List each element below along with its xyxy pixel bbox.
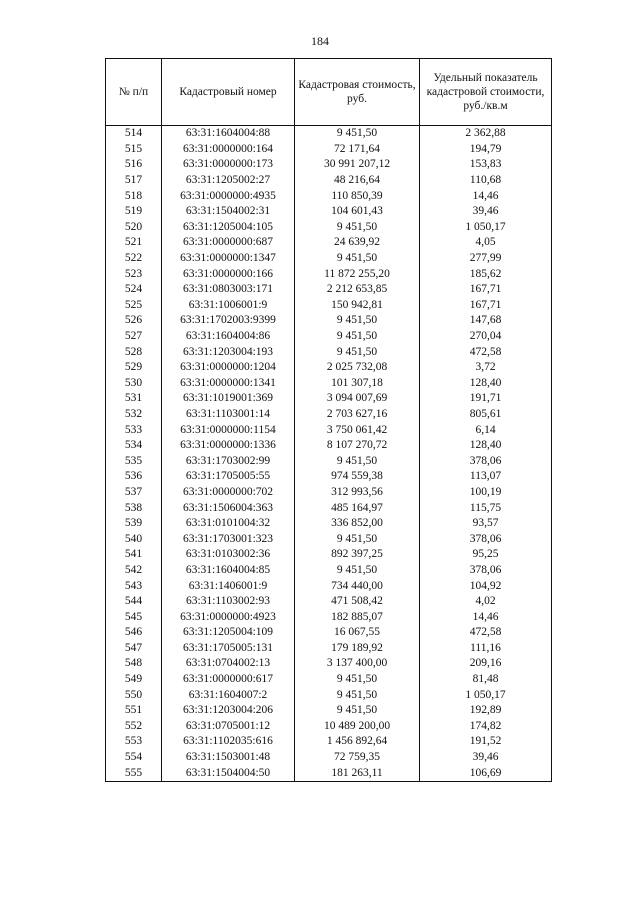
table-row (106, 282, 552, 298)
row-number-cell: 520 (106, 220, 162, 236)
table-row (106, 188, 552, 204)
cadastral-value-cell: 9 451,50 (295, 251, 420, 267)
specific-indicator-cell: 209,16 (420, 656, 552, 672)
cadastral-value-cell: 181 263,11 (295, 765, 420, 781)
row-number-cell: 518 (106, 188, 162, 204)
row-number-cell: 545 (106, 609, 162, 625)
cadastral-value-cell: 9 451,50 (295, 563, 420, 579)
cadastral-number-cell: 63:31:1604004:85 (162, 563, 295, 579)
header-row-number: № п/п (106, 59, 162, 126)
specific-indicator-cell: 472,58 (420, 344, 552, 360)
cadastral-value-cell: 9 451,50 (295, 344, 420, 360)
row-number-cell: 548 (106, 656, 162, 672)
cadastral-value-cell: 8 107 270,72 (295, 438, 420, 454)
specific-indicator-cell: 185,62 (420, 266, 552, 282)
row-number-cell: 515 (106, 142, 162, 158)
row-number-cell: 551 (106, 703, 162, 719)
specific-indicator-cell: 378,06 (420, 453, 552, 469)
table-row (106, 609, 552, 625)
specific-indicator-cell: 106,69 (420, 765, 552, 781)
row-number-cell: 521 (106, 235, 162, 251)
specific-indicator-cell: 14,46 (420, 188, 552, 204)
row-number-cell: 538 (106, 500, 162, 516)
cadastral-value-cell: 9 451,50 (295, 126, 420, 142)
cadastral-number-cell: 63:31:0705001:12 (162, 719, 295, 735)
row-number-cell: 531 (106, 391, 162, 407)
table-row (106, 734, 552, 750)
header-cadastral-value: Кадастровая стоимость, руб. (295, 59, 420, 126)
page-number: 184 (311, 34, 329, 48)
row-number-cell: 522 (106, 251, 162, 267)
cadastral-number-cell: 63:31:0000000:1341 (162, 376, 295, 392)
specific-indicator-cell: 191,71 (420, 391, 552, 407)
table-row (106, 266, 552, 282)
row-number-cell: 546 (106, 625, 162, 641)
cadastral-number-cell: 63:31:1019001:369 (162, 391, 295, 407)
row-number-cell: 528 (106, 344, 162, 360)
cadastral-value-cell: 182 885,07 (295, 609, 420, 625)
cadastral-value-cell: 9 451,50 (295, 313, 420, 329)
table-row (106, 235, 552, 251)
row-number-cell: 532 (106, 407, 162, 423)
row-number-cell: 514 (106, 126, 162, 142)
specific-indicator-cell: 378,06 (420, 563, 552, 579)
cadastral-number-cell: 63:31:0000000:617 (162, 672, 295, 688)
table-row (106, 422, 552, 438)
table-row (106, 750, 552, 766)
table-row (106, 469, 552, 485)
cadastral-value-cell: 312 993,56 (295, 485, 420, 501)
cadastral-value-cell: 336 852,00 (295, 516, 420, 532)
row-number-cell: 536 (106, 469, 162, 485)
table-row (106, 313, 552, 329)
row-number-cell: 530 (106, 376, 162, 392)
row-number-cell: 541 (106, 547, 162, 563)
specific-indicator-cell: 113,07 (420, 469, 552, 485)
cadastral-value-cell: 3 137 400,00 (295, 656, 420, 672)
cadastral-number-cell: 63:31:0000000:1204 (162, 360, 295, 376)
cadastral-number-cell: 63:31:1604004:88 (162, 126, 295, 142)
cadastral-number-cell: 63:31:0000000:702 (162, 485, 295, 501)
cadastral-number-cell: 63:31:1203004:206 (162, 703, 295, 719)
specific-indicator-cell: 4,02 (420, 594, 552, 610)
row-number-cell: 553 (106, 734, 162, 750)
row-number-cell: 539 (106, 516, 162, 532)
row-number-cell: 542 (106, 563, 162, 579)
cadastral-number-cell: 63:31:0000000:164 (162, 142, 295, 158)
cadastral-value-cell: 2 703 627,16 (295, 407, 420, 423)
cadastral-value-cell: 9 451,50 (295, 531, 420, 547)
table-row (106, 594, 552, 610)
table-row (106, 453, 552, 469)
table-row (106, 298, 552, 314)
specific-indicator-cell: 128,40 (420, 376, 552, 392)
table-body (106, 126, 552, 782)
specific-indicator-cell: 805,61 (420, 407, 552, 423)
cadastral-value-cell: 10 489 200,00 (295, 719, 420, 735)
cadastral-number-cell: 63:31:1504004:50 (162, 765, 295, 781)
specific-indicator-cell: 191,52 (420, 734, 552, 750)
cadastral-value-cell: 2 212 653,85 (295, 282, 420, 298)
table-row (106, 625, 552, 641)
header-specific-indicator: Удельный показатель кадастровой стоимости, руб./кв.м (420, 59, 552, 126)
specific-indicator-cell: 3,72 (420, 360, 552, 376)
specific-indicator-cell: 95,25 (420, 547, 552, 563)
cadastral-number-cell: 63:31:1102035:616 (162, 734, 295, 750)
specific-indicator-cell: 167,71 (420, 282, 552, 298)
row-number-cell: 537 (106, 485, 162, 501)
table-row (106, 360, 552, 376)
cadastral-number-cell: 63:31:1205004:105 (162, 220, 295, 236)
specific-indicator-cell: 1 050,17 (420, 220, 552, 236)
cadastral-value-cell: 110 850,39 (295, 188, 420, 204)
specific-indicator-cell: 277,99 (420, 251, 552, 267)
specific-indicator-cell: 167,71 (420, 298, 552, 314)
cadastral-value-cell: 30 991 207,12 (295, 157, 420, 173)
table-row (106, 376, 552, 392)
row-number-cell: 517 (106, 173, 162, 189)
cadastral-number-cell: 63:31:1604004:86 (162, 329, 295, 345)
table-row (106, 157, 552, 173)
table-row (106, 391, 552, 407)
specific-indicator-cell: 128,40 (420, 438, 552, 454)
table-row (106, 547, 552, 563)
row-number-cell: 550 (106, 687, 162, 703)
cadastral-value-cell: 3 094 007,69 (295, 391, 420, 407)
cadastral-value-cell: 9 451,50 (295, 703, 420, 719)
specific-indicator-cell: 39,46 (420, 204, 552, 220)
row-number-cell: 554 (106, 750, 162, 766)
cadastral-value-cell: 471 508,42 (295, 594, 420, 610)
cadastral-number-cell: 63:31:0000000:1336 (162, 438, 295, 454)
table-row (106, 531, 552, 547)
row-number-cell: 526 (106, 313, 162, 329)
cadastral-number-cell: 63:31:1406001:9 (162, 578, 295, 594)
table-row (106, 578, 552, 594)
table-row (106, 329, 552, 345)
cadastral-value-cell: 11 872 255,20 (295, 266, 420, 282)
specific-indicator-cell: 147,68 (420, 313, 552, 329)
cadastral-value-cell: 9 451,50 (295, 453, 420, 469)
cadastral-number-cell: 63:31:1705005:55 (162, 469, 295, 485)
cadastral-number-cell: 63:31:1103002:93 (162, 594, 295, 610)
cadastral-number-cell: 63:31:0000000:173 (162, 157, 295, 173)
cadastral-number-cell: 63:31:0704002:13 (162, 656, 295, 672)
specific-indicator-cell: 194,79 (420, 142, 552, 158)
cadastral-value-cell: 1 456 892,64 (295, 734, 420, 750)
row-number-cell: 552 (106, 719, 162, 735)
cadastral-number-cell: 63:31:1705005:131 (162, 641, 295, 657)
cadastral-number-cell: 63:31:0103002:36 (162, 547, 295, 563)
cadastral-number-cell: 63:31:0000000:4935 (162, 188, 295, 204)
cadastral-value-cell: 892 397,25 (295, 547, 420, 563)
table-row (106, 438, 552, 454)
table-row (106, 220, 552, 236)
cadastral-value-cell: 16 067,55 (295, 625, 420, 641)
table-row (106, 500, 552, 516)
cadastral-number-cell: 63:31:0000000:4923 (162, 609, 295, 625)
row-number-cell: 519 (106, 204, 162, 220)
row-number-cell: 524 (106, 282, 162, 298)
specific-indicator-cell: 81,48 (420, 672, 552, 688)
row-number-cell: 549 (106, 672, 162, 688)
table-row (106, 251, 552, 267)
cadastral-value-cell: 485 164,97 (295, 500, 420, 516)
specific-indicator-cell: 153,83 (420, 157, 552, 173)
table-row (106, 641, 552, 657)
cadastral-number-cell: 63:31:0000000:1347 (162, 251, 295, 267)
row-number-cell: 525 (106, 298, 162, 314)
row-number-cell: 523 (106, 266, 162, 282)
cadastral-value-cell: 9 451,50 (295, 329, 420, 345)
cadastral-value-cell: 101 307,18 (295, 376, 420, 392)
cadastral-value-cell: 974 559,38 (295, 469, 420, 485)
row-number-cell: 516 (106, 157, 162, 173)
specific-indicator-cell: 110,68 (420, 173, 552, 189)
cadastral-number-cell: 63:31:1203004:193 (162, 344, 295, 360)
cadastral-value-cell: 3 750 061,42 (295, 422, 420, 438)
specific-indicator-cell: 6,14 (420, 422, 552, 438)
row-number-cell: 547 (106, 641, 162, 657)
row-number-cell: 527 (106, 329, 162, 345)
table-row (106, 672, 552, 688)
row-number-cell: 535 (106, 453, 162, 469)
row-number-cell: 543 (106, 578, 162, 594)
specific-indicator-cell: 378,06 (420, 531, 552, 547)
table-row (106, 719, 552, 735)
table-row (106, 485, 552, 501)
specific-indicator-cell: 14,46 (420, 609, 552, 625)
specific-indicator-cell: 472,58 (420, 625, 552, 641)
cadastral-value-cell: 72 171,64 (295, 142, 420, 158)
row-number-cell: 555 (106, 765, 162, 781)
specific-indicator-cell: 174,82 (420, 719, 552, 735)
cadastral-number-cell: 63:31:1703002:99 (162, 453, 295, 469)
cadastral-value-cell: 9 451,50 (295, 672, 420, 688)
cadastral-value-cell: 72 759,35 (295, 750, 420, 766)
cadastral-number-cell: 63:31:0101004:32 (162, 516, 295, 532)
header-cadastral-number: Кадастровый номер (162, 59, 295, 126)
row-number-cell: 544 (106, 594, 162, 610)
cadastral-number-cell: 63:31:1205002:27 (162, 173, 295, 189)
cadastral-number-cell: 63:31:1506004:363 (162, 500, 295, 516)
specific-indicator-cell: 115,75 (420, 500, 552, 516)
cadastral-value-table (105, 58, 552, 782)
specific-indicator-cell: 270,04 (420, 329, 552, 345)
table-row (106, 687, 552, 703)
cadastral-number-cell: 63:31:0803003:171 (162, 282, 295, 298)
table-row (106, 516, 552, 532)
cadastral-value-cell: 9 451,50 (295, 220, 420, 236)
cadastral-value-cell: 9 451,50 (295, 687, 420, 703)
row-number-cell: 540 (106, 531, 162, 547)
cadastral-number-cell: 63:31:0000000:1154 (162, 422, 295, 438)
table-row (106, 142, 552, 158)
table-row (106, 344, 552, 360)
table-header-row (106, 59, 552, 126)
cadastral-value-cell: 2 025 732,08 (295, 360, 420, 376)
cadastral-value-cell: 179 189,92 (295, 641, 420, 657)
cadastral-number-cell: 63:31:0000000:166 (162, 266, 295, 282)
specific-indicator-cell: 1 050,17 (420, 687, 552, 703)
specific-indicator-cell: 100,19 (420, 485, 552, 501)
table-row (106, 407, 552, 423)
row-number-cell: 534 (106, 438, 162, 454)
cadastral-number-cell: 63:31:1504002:31 (162, 204, 295, 220)
cadastral-value-cell: 734 440,00 (295, 578, 420, 594)
cadastral-number-cell: 63:31:1503001:48 (162, 750, 295, 766)
table-row (106, 703, 552, 719)
specific-indicator-cell: 2 362,88 (420, 126, 552, 142)
cadastral-value-cell: 48 216,64 (295, 173, 420, 189)
specific-indicator-cell: 4,05 (420, 235, 552, 251)
cadastral-value-cell: 24 639,92 (295, 235, 420, 251)
cadastral-number-cell: 63:31:0000000:687 (162, 235, 295, 251)
table-row (106, 765, 552, 781)
specific-indicator-cell: 104,92 (420, 578, 552, 594)
cadastral-number-cell: 63:31:1006001:9 (162, 298, 295, 314)
specific-indicator-cell: 93,57 (420, 516, 552, 532)
cadastral-value-cell: 150 942,81 (295, 298, 420, 314)
specific-indicator-cell: 111,16 (420, 641, 552, 657)
cadastral-number-cell: 63:31:1604007:2 (162, 687, 295, 703)
cadastral-number-cell: 63:31:1702003:9399 (162, 313, 295, 329)
cadastral-number-cell: 63:31:1103001:14 (162, 407, 295, 423)
row-number-cell: 529 (106, 360, 162, 376)
table-row (106, 656, 552, 672)
row-number-cell: 533 (106, 422, 162, 438)
specific-indicator-cell: 39,46 (420, 750, 552, 766)
cadastral-value-cell: 104 601,43 (295, 204, 420, 220)
specific-indicator-cell: 192,89 (420, 703, 552, 719)
cadastral-number-cell: 63:31:1703001:323 (162, 531, 295, 547)
table-row (106, 173, 552, 189)
cadastral-number-cell: 63:31:1205004:109 (162, 625, 295, 641)
table-row (106, 563, 552, 579)
table-row (106, 204, 552, 220)
table-row (106, 126, 552, 142)
